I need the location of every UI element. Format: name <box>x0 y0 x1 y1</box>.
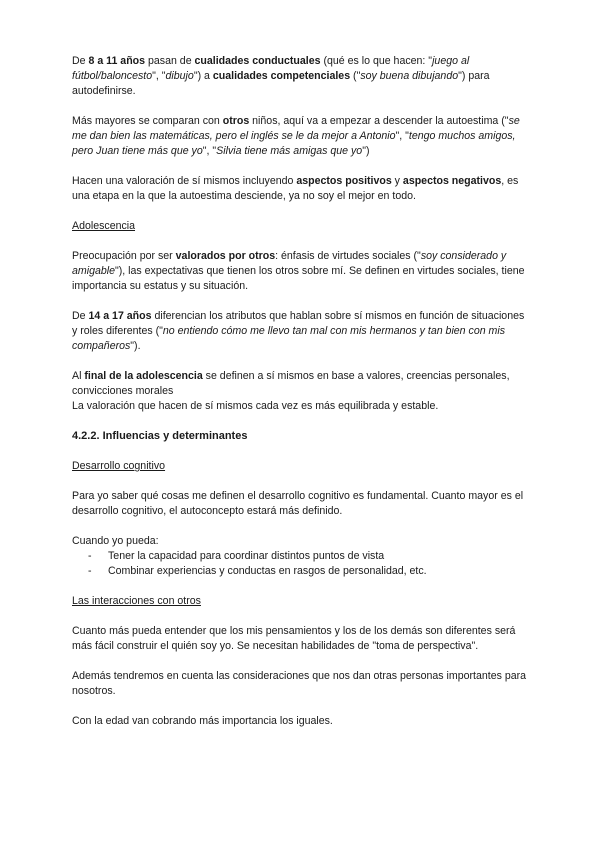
list-item: - Combinar experiencias y conductas en rasgos de personalidad, etc. <box>72 564 530 579</box>
subtitle-interacciones: Las interacciones con otros <box>72 595 201 607</box>
subtitle-desarrollo-cognitivo: Desarrollo cognitivo <box>72 460 166 472</box>
paragraph-final-adolescencia: Al final de la adolescencia se definen a sí mismos en base a valores, creencias personales, convicciones morales <box>72 370 510 397</box>
document-body <box>72 54 530 729</box>
subtitle-adolescencia: Adolescencia <box>72 220 136 232</box>
paragraph-iguales: Con la edad van cobrando más importancia los iguales. <box>72 715 333 727</box>
paragraph-14-17: De 14 a 17 años diferencian los atributos que hablan sobre sí mismos en función de situaciones y roles diferentes ("no entiendo cómo me llevo tan mal con mis hermanos y tan bien con mis compañeros"). <box>72 310 525 352</box>
paragraph-valoracion-equilibrada: La valoración que hacen de sí mismos cada vez es más equilibrada y estable. <box>72 400 439 412</box>
paragraph-8-11: De 8 a 11 años pasan de cualidades conductuales (qué es lo que hacen: "juego al fútbol/baloncesto", "dibujo") a cualidades competenciales ("soy buena dibujando") para autodefinirse. <box>72 55 490 97</box>
paragraph-valorados: Preocupación por ser valorados por otros: énfasis de virtudes sociales ("soy considerado y amigable"), las expectativas que tienen los otros sobre mí. Se definen en virtudes sociales, tiene importancia su estatus y su situación. <box>72 250 525 292</box>
paragraph-consideraciones: Además tendremos en cuenta las consideraciones que nos dan otras personas importantes para nosotros. <box>72 670 527 697</box>
list-item: - Tener la capacidad para coordinar distintos puntos de vista <box>72 549 530 564</box>
paragraph-valoracion: Hacen una valoración de sí mismos incluyendo aspectos positivos y aspectos negativos, es una etapa en la que la autoestima desciende, ya no soy el mejor en todo. <box>72 175 519 202</box>
paragraph-perspectiva: Cuanto más pueda entender que los mis pensamientos y los de los demás son diferentes será más fácil construir el quién soy yo. Se necesitan habilidades de "toma de perspectiva". <box>72 625 516 652</box>
paragraph-cuando-pueda: Cuando yo pueda: <box>72 535 159 547</box>
section-heading: 4.2.2. Influencias y determinantes <box>72 430 248 442</box>
ability-list <box>72 549 530 579</box>
paragraph-comparison: Más mayores se comparan con otros niños, aquí va a empezar a descender la autoestima ("se me dan bien las matemáticas, pero el inglés se le da mejor a Antonio", "tengo muchos amigos, pero Juan tiene más que yo", "Silvia tiene más amigas que yo") <box>72 115 520 157</box>
paragraph-desarrollo: Para yo saber qué cosas me definen el desarrollo cognitivo es fundamental. Cuanto mayor es el desarrollo cognitivo, el autoconcepto estará más definido. <box>72 490 524 517</box>
